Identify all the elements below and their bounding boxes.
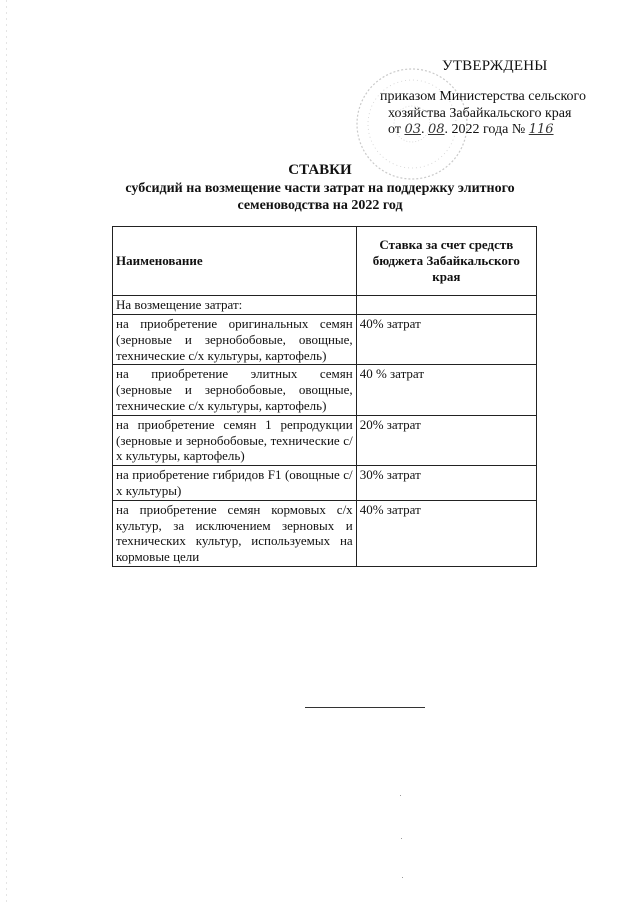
date-month-handwritten: 08 [427, 122, 445, 137]
row-rate: 40% затрат [356, 315, 536, 365]
row-name: на приобретение элитных семян (зерновые и зернобобовые, овощные, технические с/х культуры, картофель) [113, 365, 357, 415]
scan-speck [400, 795, 401, 796]
document-title: СТАВКИ [288, 162, 352, 178]
table-row [113, 315, 537, 365]
table-row [113, 466, 537, 501]
approval-date-line: от 03. 08. 2022 года № 116 [388, 122, 554, 137]
date-day-handwritten: 03 [404, 122, 421, 137]
section-empty-cell [356, 296, 536, 315]
date-prefix: от [388, 122, 401, 137]
row-name: на приобретение оригинальных семян (зерновые и зернобобовые, овощные, технические с/х культуры, картофель) [113, 315, 357, 365]
table-row [113, 415, 537, 465]
row-name: на приобретение семян 1 репродукции (зерновые и зернобобовые, технические с/х культуры, картофель) [113, 415, 357, 465]
table-row [113, 500, 537, 566]
section-label: На возмещение затрат: [113, 296, 357, 315]
table-header-row [113, 227, 537, 296]
order-number-handwritten: 116 [528, 122, 554, 137]
date-suffix: 2022 года № [451, 122, 526, 137]
row-rate: 40 % затрат [356, 365, 536, 415]
rates-table [112, 226, 537, 567]
approval-order-line: приказом Министерства сельского [380, 89, 586, 104]
row-rate: 30% затрат [356, 466, 536, 501]
table-section-row [113, 296, 537, 315]
document-subtitle-line2: семеноводства на 2022 год [237, 198, 403, 213]
closing-rule [305, 707, 425, 708]
row-rate: 20% затрат [356, 415, 536, 465]
table-row [113, 365, 537, 415]
header-name: Наименование [113, 227, 357, 296]
header-rate: Ставка за счет средств бюджета Забайкальского края [356, 227, 536, 296]
row-name: на приобретение гибридов F1 (овощные с/х культуры) [113, 466, 357, 501]
approval-ministry-line: хозяйства Забайкальского края [388, 106, 572, 121]
row-rate: 40% затрат [356, 500, 536, 566]
approval-title: УТВЕРЖДЕНЫ [442, 58, 548, 74]
scan-speck [401, 838, 402, 839]
document-subtitle-line1: субсидий на возмещение части затрат на поддержку элитного [125, 181, 515, 196]
scan-edge [6, 0, 7, 905]
scan-speck [402, 877, 403, 878]
row-name: на приобретение семян кормовых с/х культур, за исключением зерновых и технических культур, используемых на кормовые цели [113, 500, 357, 566]
